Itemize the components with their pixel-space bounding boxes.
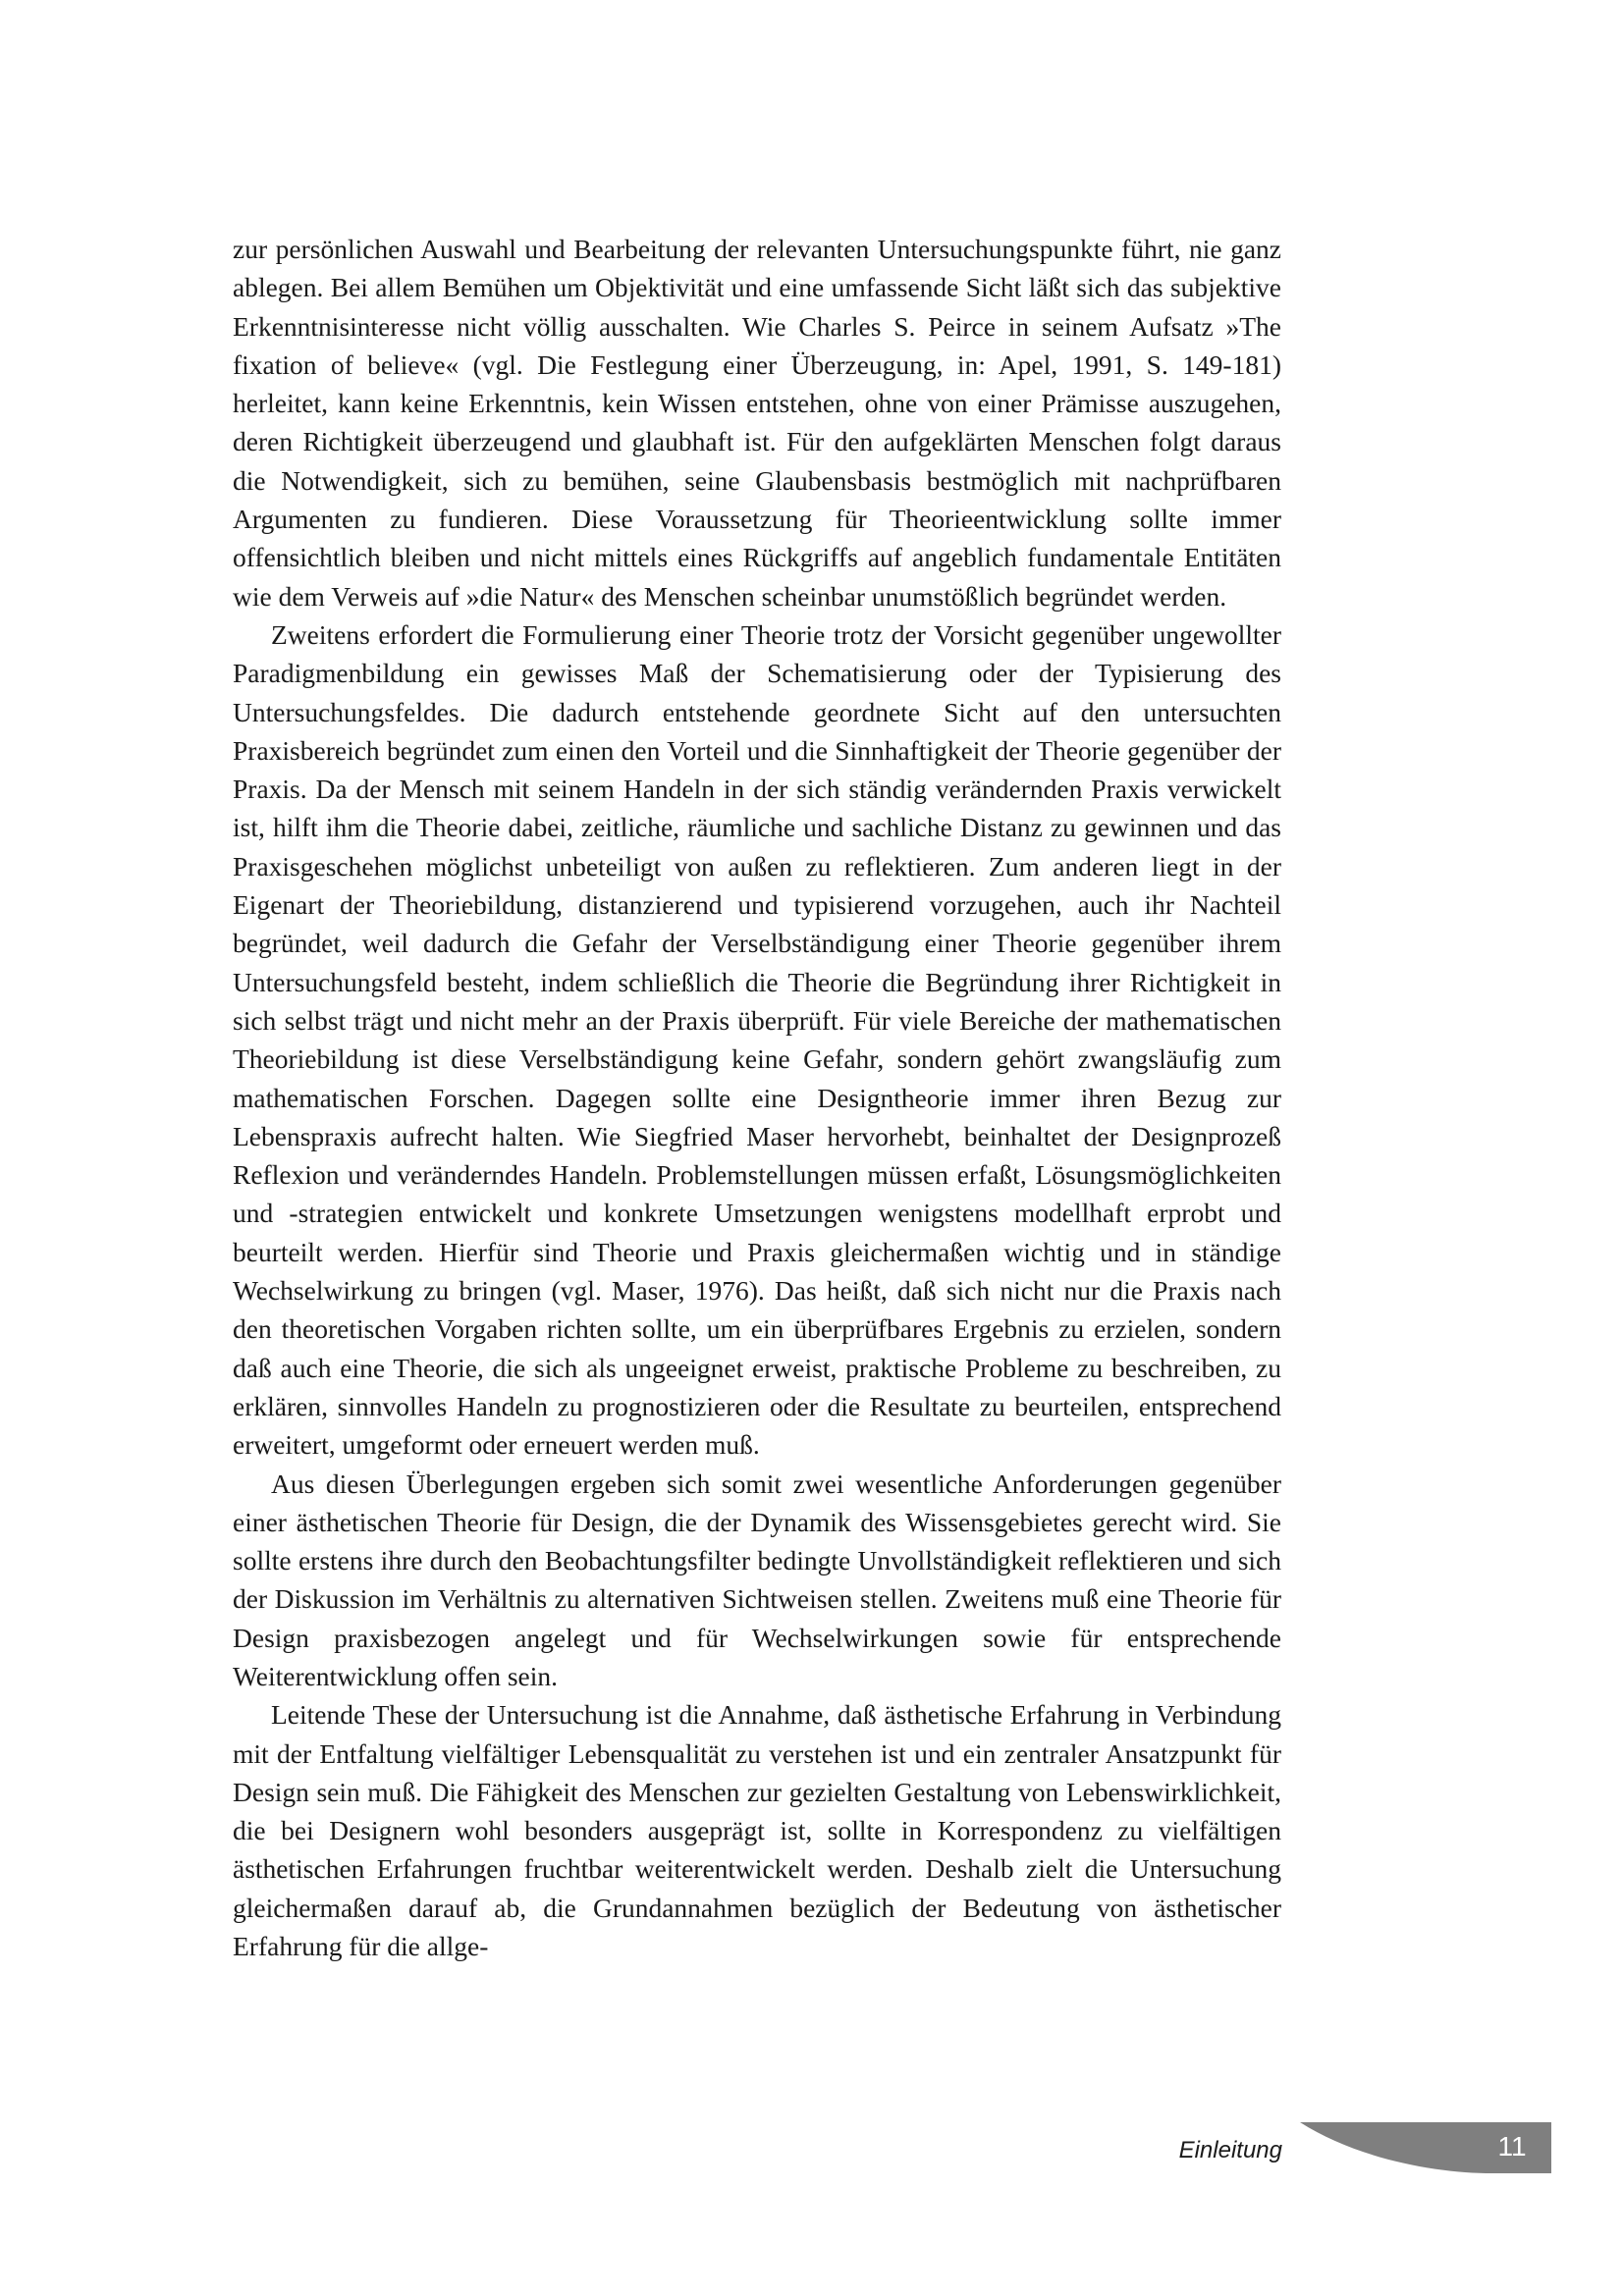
paragraph-1: zur persönlichen Auswahl und Bearbeitung der relevanten Untersuchungspunkte führt, nie ganz ablegen. Bei allem Bemühen um Objektivität und eine umfassende Sicht läßt sich das subjektive Erkenntnisinteresse nicht völlig ausschalten. Wie Charles S. Peirce in seinem Aufsatz »The fixation of believe« (vgl. Die Festlegung einer Überzeugung, in: Apel, 1991, S. 149-181) herleitet, kann keine Erkenntnis, kein Wissen entstehen, ohne von einer Prämisse auszugehen, deren Richtigkeit überzeugend und glaubhaft ist. Für den aufgeklärten Menschen folgt daraus die Notwendigkeit, sich zu bemühen, seine Glaubensbasis bestmöglich mit nachprüfbaren Argumenten zu fundieren. Diese Voraussetzung für Theorieentwicklung sollte immer offensichtlich bleiben und nicht mittels eines Rückgriffs auf angeblich fundamentale Entitäten wie dem Verweis auf »die Natur« des Menschen scheinbar unumstößlich begründet werden. <box>233 234 1281 612</box>
body-text <box>233 230 1281 1965</box>
paragraph-3: Aus diesen Überlegungen ergeben sich somit zwei wesentliche Anforderungen gegenüber einer ästhetischen Theorie für Design, die der Dynamik des Wissensgebietes gerecht wird. Sie sollte erstens ihre durch den Beobachtungsfilter bedingte Unvollständigkeit reflektieren und sich der Diskussion im Verhältnis zu alternativen Sichtweisen stellen. Zweitens muß eine Theorie für Design praxisbezogen angelegt und für Wechselwirkungen sowie für entsprechende Weiterentwicklung offen sein. <box>233 1468 1281 1691</box>
paragraph-4: Leitende These der Untersuchung ist die Annahme, daß ästhetische Erfahrung in Verbindung mit der Entfaltung vielfältiger Lebensqualität zu verstehen ist und ein zentraler Ansatzpunkt für Design sein muß. Die Fähigkeit des Menschen zur gezielten Gestaltung von Lebenswirklichkeit, die bei Designern wohl besonders ausgeprägt ist, sollte in Korrespondenz zu vielfältigen ästhetischen Erfahrungen fruchtbar weiterentwickelt werden. Deshalb zielt die Untersuchung gleichermaßen darauf ab, die Grundannahmen bezüglich der Bedeutung von ästhetischer Erfahrung für die allge- <box>233 1699 1281 1962</box>
paragraph-2: Zweitens erfordert die Formulierung einer Theorie trotz der Vorsicht gegenüber ungewollter Paradigmenbildung ein gewisses Maß der Schematisierung oder der Typisierung des Untersuchungsfeldes. Die dadurch entstehende geordnete Sicht auf den untersuchten Praxisbereich begründet zum einen den Vorteil und die Sinnhaftigkeit der Theorie gegenüber der Praxis. Da der Mensch mit seinem Handeln in der sich ständig verändernden Praxis verwickelt ist, hilft ihm die Theorie dabei, zeitliche, räumliche und sachliche Distanz zu gewinnen und das Praxisgeschehen möglichst unbeteiligt von außen zu reflektieren. Zum anderen liegt in der Eigenart der Theoriebildung, distanzierend und typisierend vorzugehen, auch ihr Nachteil begründet, weil dadurch die Gefahr der Verselbständigung einer Theorie gegenüber ihrem Untersuchungsfeld besteht, indem schließlich die Theorie die Begründung ihrer Richtigkeit in sich selbst trägt und nicht mehr an der Praxis überprüft. Für viele Bereiche der mathematischen Theoriebildung ist diese Verselbständigung keine Gefahr, sondern gehört zwangsläufig zum mathematischen Forschen. Dagegen sollte eine Designtheorie immer ihren Bezug zur Lebenspraxis aufrecht halten. Wie Siegfried Maser hervorhebt, beinhaltet der Designprozeß Reflexion und veränderndes Handeln. Problemstellungen müssen erfaßt, Lösungsmöglichkeiten und -strategien entwickelt und konkrete Umsetzungen wenigstens modellhaft erprobt und beurteilt werden. Hierfür sind Theorie und Praxis gleichermaßen wichtig und in ständige Wechselwirkung zu bringen (vgl. Maser, 1976). Das heißt, daß sich nicht nur die Praxis nach den theoretischen Vorgaben richten sollte, um ein überprüfbares Ergebnis zu erzielen, sondern daß auch eine Theorie, die sich als ungeeignet erweist, praktische Probleme zu beschreiben, zu erklären, sinnvolles Handeln zu prognostizieren oder die Resultate zu beurteilen, entsprechend erweitert, umgeformt oder erneuert werden muß. <box>233 618 1281 1461</box>
page-number: 11 <box>1497 2131 1527 2162</box>
running-footer-section-label: Einleitung <box>1178 2137 1282 2163</box>
